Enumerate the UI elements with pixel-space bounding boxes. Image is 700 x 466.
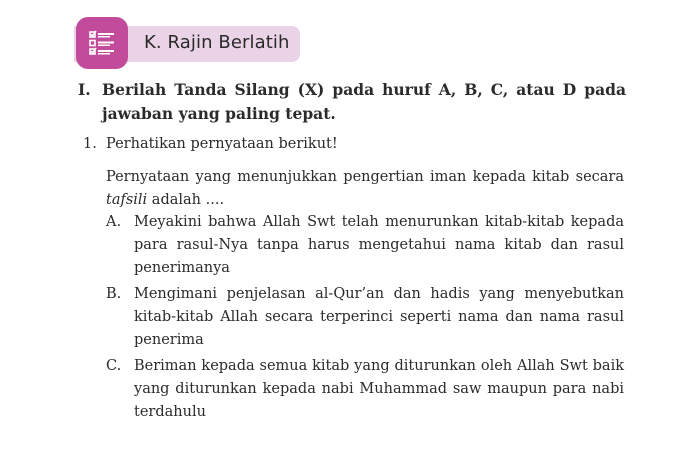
- option-letter: A.: [106, 214, 122, 230]
- checklist-icon: [76, 17, 128, 69]
- option-line: yang diturunkan kepada nabi Muhammad saw maupun para nabi: [134, 381, 624, 397]
- option-line: Meyakini bahwa Allah Swt telah menurunkan kitab-kitab kepada: [134, 214, 624, 230]
- stem-italic-term: tafsili: [106, 192, 148, 208]
- option-line: Beriman kepada semua kitab yang diturunkan oleh Allah Swt baik: [134, 358, 624, 374]
- option-line: penerimanya: [134, 260, 230, 276]
- option-line: terdahulu: [134, 404, 206, 420]
- stem-line: Pernyataan yang menunjukkan pengertian iman kepada kitab secara: [106, 169, 624, 185]
- instruction-number: I.: [78, 80, 91, 99]
- option-line: penerima: [134, 332, 204, 348]
- option-letter: C.: [106, 358, 122, 374]
- option-line: kitab-kitab Allah secara terperinci seperti nama dan nama rasul: [134, 309, 624, 325]
- option-line: Mengimani penjelasan al-Qur’an dan hadis yang menyebutkan: [134, 286, 624, 302]
- question-stem: [106, 166, 624, 212]
- stem-rest: adalah ....: [147, 192, 225, 208]
- option-letter: B.: [106, 286, 122, 302]
- instruction-text: Berilah Tanda Silang (X) pada huruf A, B, C, atau D pada jawaban yang paling tepat.: [102, 80, 626, 123]
- question-number: 1.: [83, 136, 97, 152]
- section-title: K. Rajin Berlatih: [144, 32, 290, 53]
- option-line: para rasul-Nya tanpa harus mengetahui nama kitab dan rasul: [134, 237, 624, 253]
- question-lead: Perhatikan pernyataan berikut!: [106, 136, 338, 152]
